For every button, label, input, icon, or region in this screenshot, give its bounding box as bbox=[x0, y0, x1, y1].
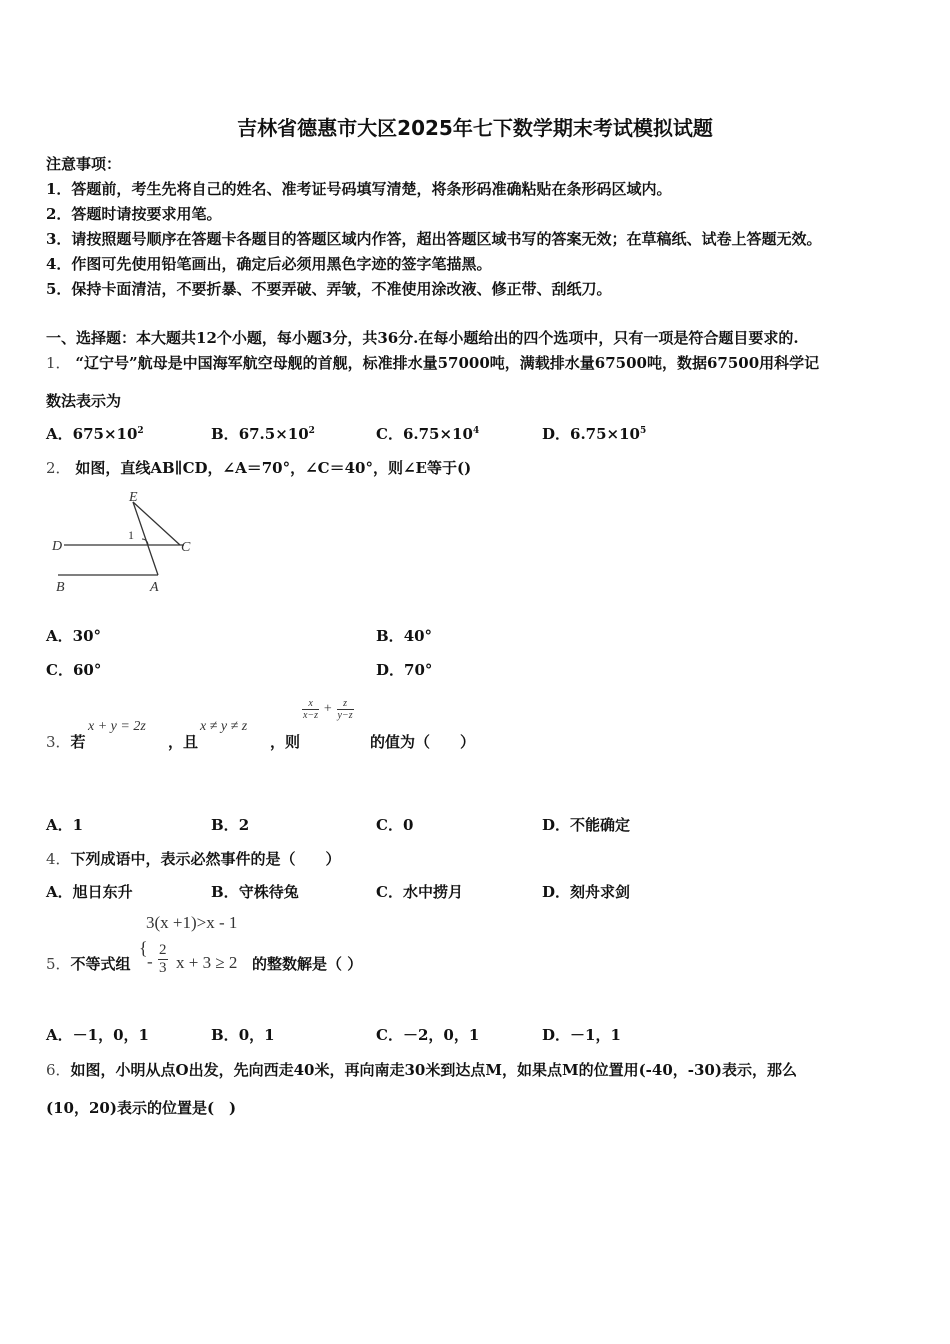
question-text: “辽宁号”航母是中国海军航空母舰的首舰，标准排水量57000吨，满载排水量67500吨，数据67500用科学记 bbox=[75, 354, 820, 372]
option-label: A． bbox=[46, 883, 73, 901]
option-text: 30° bbox=[72, 627, 102, 645]
denominator: x−z bbox=[303, 710, 319, 721]
inequality-row-2: x + 3 ≥ 2 bbox=[176, 953, 238, 972]
option-d[interactable] bbox=[542, 423, 646, 444]
option-label: C． bbox=[376, 816, 403, 834]
option-text: 70° bbox=[404, 661, 433, 679]
question-text-cont: 数法表示为 bbox=[46, 392, 122, 410]
point-c-label: C bbox=[181, 540, 191, 555]
option-text: －1，1 bbox=[570, 1026, 621, 1044]
question-1 bbox=[46, 352, 819, 373]
option-text: 6.75×10 bbox=[570, 425, 640, 443]
option-label: B． bbox=[376, 627, 404, 645]
math-expression bbox=[302, 698, 354, 721]
question-number: 5． bbox=[46, 955, 71, 973]
numerator: 2 bbox=[159, 942, 167, 958]
option-label: D． bbox=[542, 816, 571, 834]
question-number: 1． bbox=[46, 354, 71, 372]
question-text: 如图，直线AB∥CD，∠A＝70°，∠C＝40°，则∠E等于() bbox=[75, 459, 472, 477]
question-text: 不等式组 bbox=[70, 955, 131, 973]
exponent: 5 bbox=[640, 426, 647, 436]
point-a-label: A bbox=[150, 580, 159, 595]
option-label: A． bbox=[46, 425, 73, 443]
question-2 bbox=[46, 457, 471, 478]
point-e-label: E bbox=[129, 490, 138, 505]
option-text: －2，0，1 bbox=[402, 1026, 480, 1044]
option-text: 1 bbox=[72, 816, 84, 834]
option-label: A． bbox=[46, 816, 73, 834]
option-text: 0，1 bbox=[238, 1026, 275, 1044]
exponent: 4 bbox=[472, 426, 480, 436]
option-label: D． bbox=[542, 883, 571, 901]
option-label: C． bbox=[376, 883, 403, 901]
section-heading: 一、选择题：本大题共12个小题，每小题3分，共36分.在每小题给出的四个选项中，只有一项是符合题目要求的. bbox=[46, 329, 799, 347]
option-label: D． bbox=[542, 1026, 571, 1044]
notice-item: 3．请按照题号顺序在答题卡各题目的答题区域内作答，超出答题区域书写的答案无效；在草稿纸、试卷上答题无效。 bbox=[46, 230, 822, 248]
option-b[interactable] bbox=[211, 881, 299, 902]
notice-item: 4．作图可先使用铅笔画出，确定后必须用黑色字迹的签字笔描黑。 bbox=[46, 255, 492, 273]
question-text: ，且 bbox=[168, 733, 199, 751]
plus-sign: + bbox=[323, 701, 332, 717]
option-a[interactable] bbox=[46, 423, 144, 444]
option-label: A． bbox=[46, 627, 73, 645]
option-text: 0 bbox=[402, 816, 414, 834]
option-d[interactable] bbox=[542, 814, 630, 835]
angle-1-label: 1 bbox=[128, 528, 134, 542]
geometry-figure bbox=[46, 485, 206, 600]
question-text-cont: (10，20)表示的位置是( ) bbox=[46, 1099, 237, 1117]
option-label: B． bbox=[211, 425, 239, 443]
option-b[interactable] bbox=[211, 814, 249, 835]
question-text: 的值为（ ） bbox=[370, 733, 476, 751]
option-b[interactable] bbox=[211, 1024, 275, 1045]
inequality-fraction bbox=[158, 942, 168, 977]
math-condition-1: x + y = 2z bbox=[88, 719, 146, 734]
option-label: B． bbox=[211, 816, 239, 834]
option-text: 2 bbox=[238, 816, 250, 834]
question-number: 6． bbox=[46, 1061, 71, 1079]
question-4 bbox=[46, 848, 341, 869]
option-a[interactable] bbox=[46, 625, 101, 646]
question-text: 若 bbox=[70, 733, 86, 751]
notice-item: 5．保持卡面清洁，不要折暴、不要弄破、弄皱，不准使用涂改液、修正带、刮纸刀。 bbox=[46, 280, 612, 298]
option-label: D． bbox=[542, 425, 571, 443]
option-a[interactable] bbox=[46, 814, 83, 835]
notice-item: 2．答题时请按要求用笔。 bbox=[46, 205, 222, 223]
question-5 bbox=[46, 953, 131, 974]
option-text: 旭日东升 bbox=[72, 883, 133, 901]
question-number: 3． bbox=[46, 733, 71, 751]
page-title: 吉林省德惠市大区2025年七下数学期末考试模拟试题 bbox=[237, 116, 713, 140]
option-label: B． bbox=[211, 1026, 239, 1044]
point-d-label: D bbox=[52, 539, 63, 554]
question-text: 下列成语中，表示必然事件的是（ ） bbox=[70, 850, 341, 868]
option-text: 675×10 bbox=[72, 425, 138, 443]
option-a[interactable] bbox=[46, 881, 133, 902]
question-3 bbox=[46, 731, 86, 752]
denominator: y−z bbox=[337, 710, 353, 721]
fraction bbox=[158, 942, 168, 977]
option-text: 40° bbox=[403, 627, 433, 645]
option-label: D． bbox=[376, 661, 405, 679]
exponent: 2 bbox=[137, 426, 144, 436]
option-label: A． bbox=[46, 1026, 73, 1044]
question-6 bbox=[46, 1059, 797, 1080]
option-c[interactable] bbox=[376, 814, 413, 835]
exponent: 2 bbox=[308, 426, 315, 436]
numerator: x bbox=[302, 698, 319, 710]
notice-item: 1．答题前，考生先将自己的姓名、准考证号码填写清楚，将条形码准确粘贴在条形码区域内。 bbox=[46, 180, 672, 198]
option-text: 不能确定 bbox=[570, 816, 631, 834]
math-condition-2: x ≠ y ≠ z bbox=[200, 719, 248, 734]
question-number: 2． bbox=[46, 459, 71, 477]
option-c[interactable] bbox=[376, 881, 463, 902]
option-label: C． bbox=[46, 661, 73, 679]
option-c[interactable] bbox=[46, 659, 101, 680]
numerator: z bbox=[337, 698, 354, 710]
system-brace: { bbox=[139, 938, 148, 958]
option-label: B． bbox=[211, 883, 239, 901]
option-text: 守株待兔 bbox=[238, 883, 299, 901]
inequality-minus: - bbox=[147, 952, 153, 971]
option-text: 60° bbox=[72, 661, 102, 679]
option-text: 6.75×10 bbox=[402, 425, 473, 443]
notice-heading: 注意事项： bbox=[46, 155, 122, 173]
option-label: C． bbox=[376, 425, 403, 443]
option-c[interactable] bbox=[376, 1024, 479, 1045]
option-text: 水中捞月 bbox=[402, 883, 463, 901]
point-b-label: B bbox=[56, 580, 65, 595]
option-d[interactable] bbox=[542, 881, 630, 902]
option-b[interactable] bbox=[376, 625, 432, 646]
question-text: 的整数解是（ ） bbox=[252, 955, 363, 973]
option-d[interactable] bbox=[542, 1024, 621, 1045]
question-text: ，则 bbox=[270, 733, 301, 751]
option-a[interactable] bbox=[46, 1024, 149, 1045]
option-text: －1，0，1 bbox=[72, 1026, 149, 1044]
inequality-row-1: 3(x +1)>x - 1 bbox=[146, 913, 238, 932]
option-text: 67.5×10 bbox=[238, 425, 309, 443]
question-text: 如图，小明从点O出发，先向西走40米，再向南走30米到达点M，如果点M的位置用(-40，-30)表示，那么 bbox=[70, 1061, 797, 1079]
option-d[interactable] bbox=[376, 659, 432, 680]
option-c[interactable] bbox=[376, 423, 479, 444]
option-text: 刻舟求剑 bbox=[570, 883, 631, 901]
fraction bbox=[337, 698, 354, 721]
denominator: 3 bbox=[159, 960, 167, 976]
option-label: C． bbox=[376, 1026, 403, 1044]
fraction bbox=[302, 698, 319, 721]
option-b[interactable] bbox=[211, 423, 315, 444]
question-number: 4． bbox=[46, 850, 71, 868]
